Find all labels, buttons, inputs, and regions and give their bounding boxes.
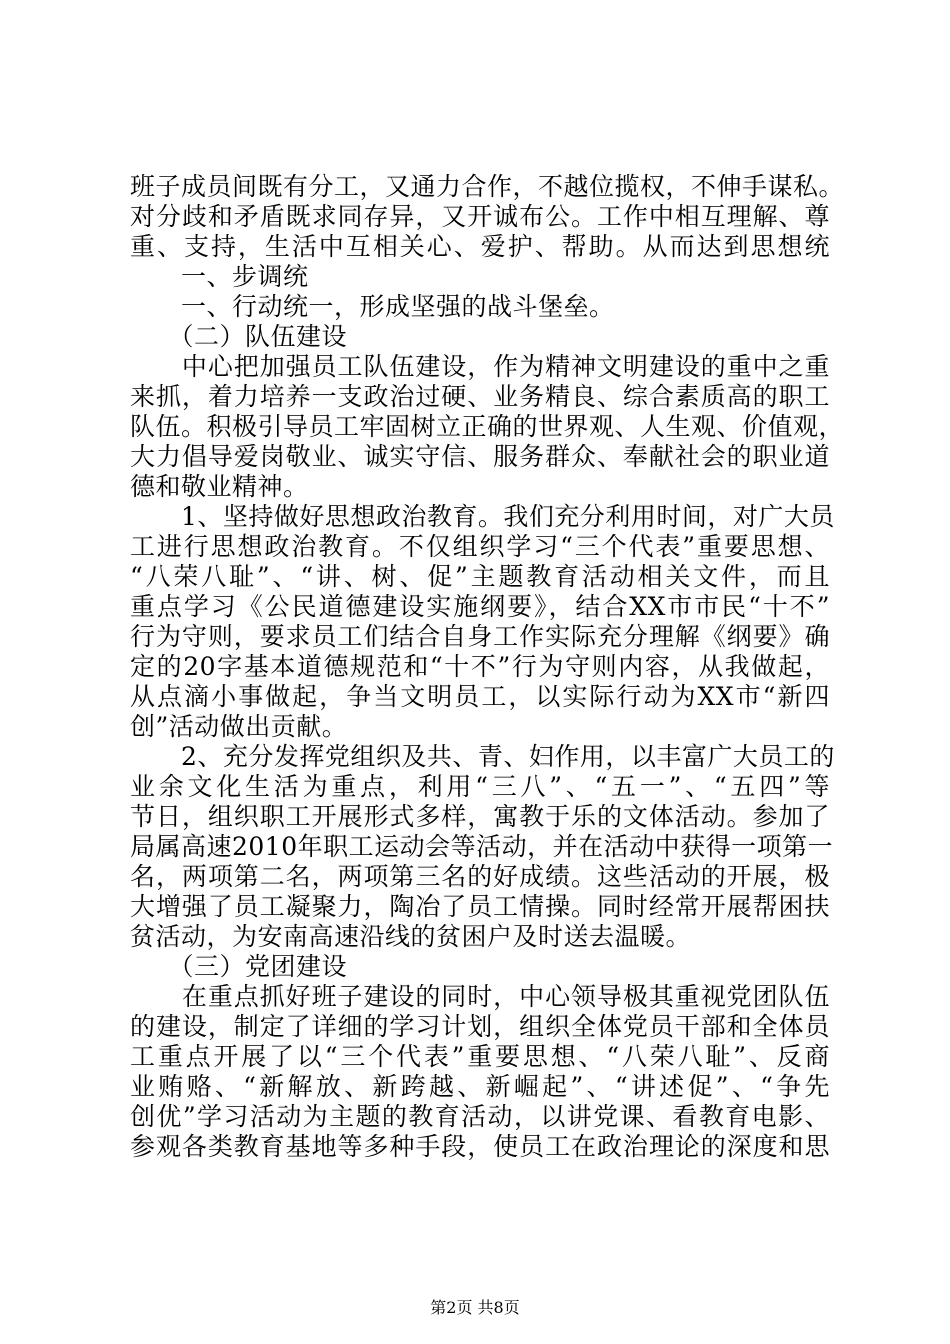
body-line-30: 工重点开展了以“三个代表”重要思想、“八荣八耻”、反商 bbox=[130, 1042, 830, 1071]
body-line-22: 节日，组织职工开展形式多样，寓教于乐的文体活动。参加了 bbox=[130, 802, 830, 831]
body-line-9: 队伍。积极引导员工牢固树立正确的世界观、人生观、价值观， bbox=[130, 412, 845, 441]
body-line-14: “八荣八耻”、“讲、树、促”主题教育活动相关文件，而且 bbox=[130, 562, 830, 591]
body-line-17: 定的20字基本道德规范和“十不”行为守则内容，从我做起， bbox=[130, 652, 830, 681]
body-line-20: 2、充分发挥党组织及共、青、妇作用，以丰富广大员工的 bbox=[130, 742, 835, 771]
body-line-25: 大增强了员工凝聚力，陶冶了员工情操。同时经常开展帮困扶 bbox=[130, 892, 830, 921]
body-line-28: 在重点抓好班子建设的同时，中心领导极其重视党团队伍 bbox=[130, 982, 830, 1011]
body-line-26: 贫活动，为安南高速沿线的贫困户及时送去温暖。 bbox=[130, 922, 692, 951]
document-body bbox=[130, 172, 845, 1162]
body-line-29: 的建设，制定了详细的学习计划，组织全体党员干部和全体员 bbox=[130, 1012, 830, 1041]
section-heading-team-building: （二）队伍建设 bbox=[130, 322, 348, 351]
body-line-5: 一、行动统一，形成坚强的战斗堡垒。 bbox=[130, 292, 615, 321]
body-line-19: 创”活动做出贡献。 bbox=[130, 712, 348, 741]
body-line-3: 重、支持，生活中互相关心、爱护、帮助。从而达到思想统 bbox=[130, 232, 830, 261]
body-line-16: 行为守则，要求员工们结合自身工作实际充分理解《纲要》确 bbox=[130, 622, 830, 651]
body-line-33: 参观各类教育基地等多种手段，使员工在政治理论的深度和思 bbox=[130, 1132, 830, 1161]
body-line-18: 从点滴小事做起，争当文明员工，以实际行动为XX市“新四 bbox=[130, 682, 830, 711]
body-line-13: 工进行思想政治教育。不仅组织学习“三个代表”重要思想、 bbox=[130, 532, 830, 561]
body-line-23: 局属高速2010年职工运动会等活动，并在活动中获得一项第一 bbox=[130, 832, 834, 861]
body-line-7: 中心把加强员工队伍建设，作为精神文明建设的重中之重 bbox=[130, 352, 830, 381]
page-number-footer: 第2页 共8页 bbox=[430, 1298, 520, 1317]
body-line-10: 大力倡导爱岗敬业、诚实守信、服务群众、奉献社会的职业道 bbox=[130, 442, 830, 471]
body-line-15: 重点学习《公民道德建设实施纲要》，结合XX市市民“十不” bbox=[130, 592, 830, 621]
body-line-4: 一、步调统 bbox=[130, 262, 309, 291]
section-heading-party-building: （三）党团建设 bbox=[130, 952, 348, 981]
body-line-2: 对分歧和矛盾既求同存异，又开诚布公。工作中相互理解、尊 bbox=[130, 202, 830, 231]
body-line-1: 班子成员间既有分工，又通力合作，不越位揽权，不伸手谋私。 bbox=[130, 172, 845, 201]
body-line-11: 德和敬业精神。 bbox=[130, 472, 309, 501]
body-line-8: 来抓，着力培养一支政治过硬、业务精良、综合素质高的职工 bbox=[130, 382, 830, 411]
body-line-24: 名，两项第二名，两项第三名的好成绩。这些活动的开展，极 bbox=[130, 862, 830, 891]
body-line-12: 1、坚持做好思想政治教育。我们充分利用时间，对广大员 bbox=[130, 502, 835, 531]
body-line-31: 业贿赂、“新解放、新跨越、新崛起”、“讲述促”、“争先 bbox=[130, 1072, 830, 1101]
body-line-21: 业余文化生活为重点，利用“三八”、“五一”、“五四”等 bbox=[130, 772, 830, 801]
body-line-32: 创优”学习活动为主题的教育活动，以讲党课、看教育电影、 bbox=[130, 1102, 830, 1131]
